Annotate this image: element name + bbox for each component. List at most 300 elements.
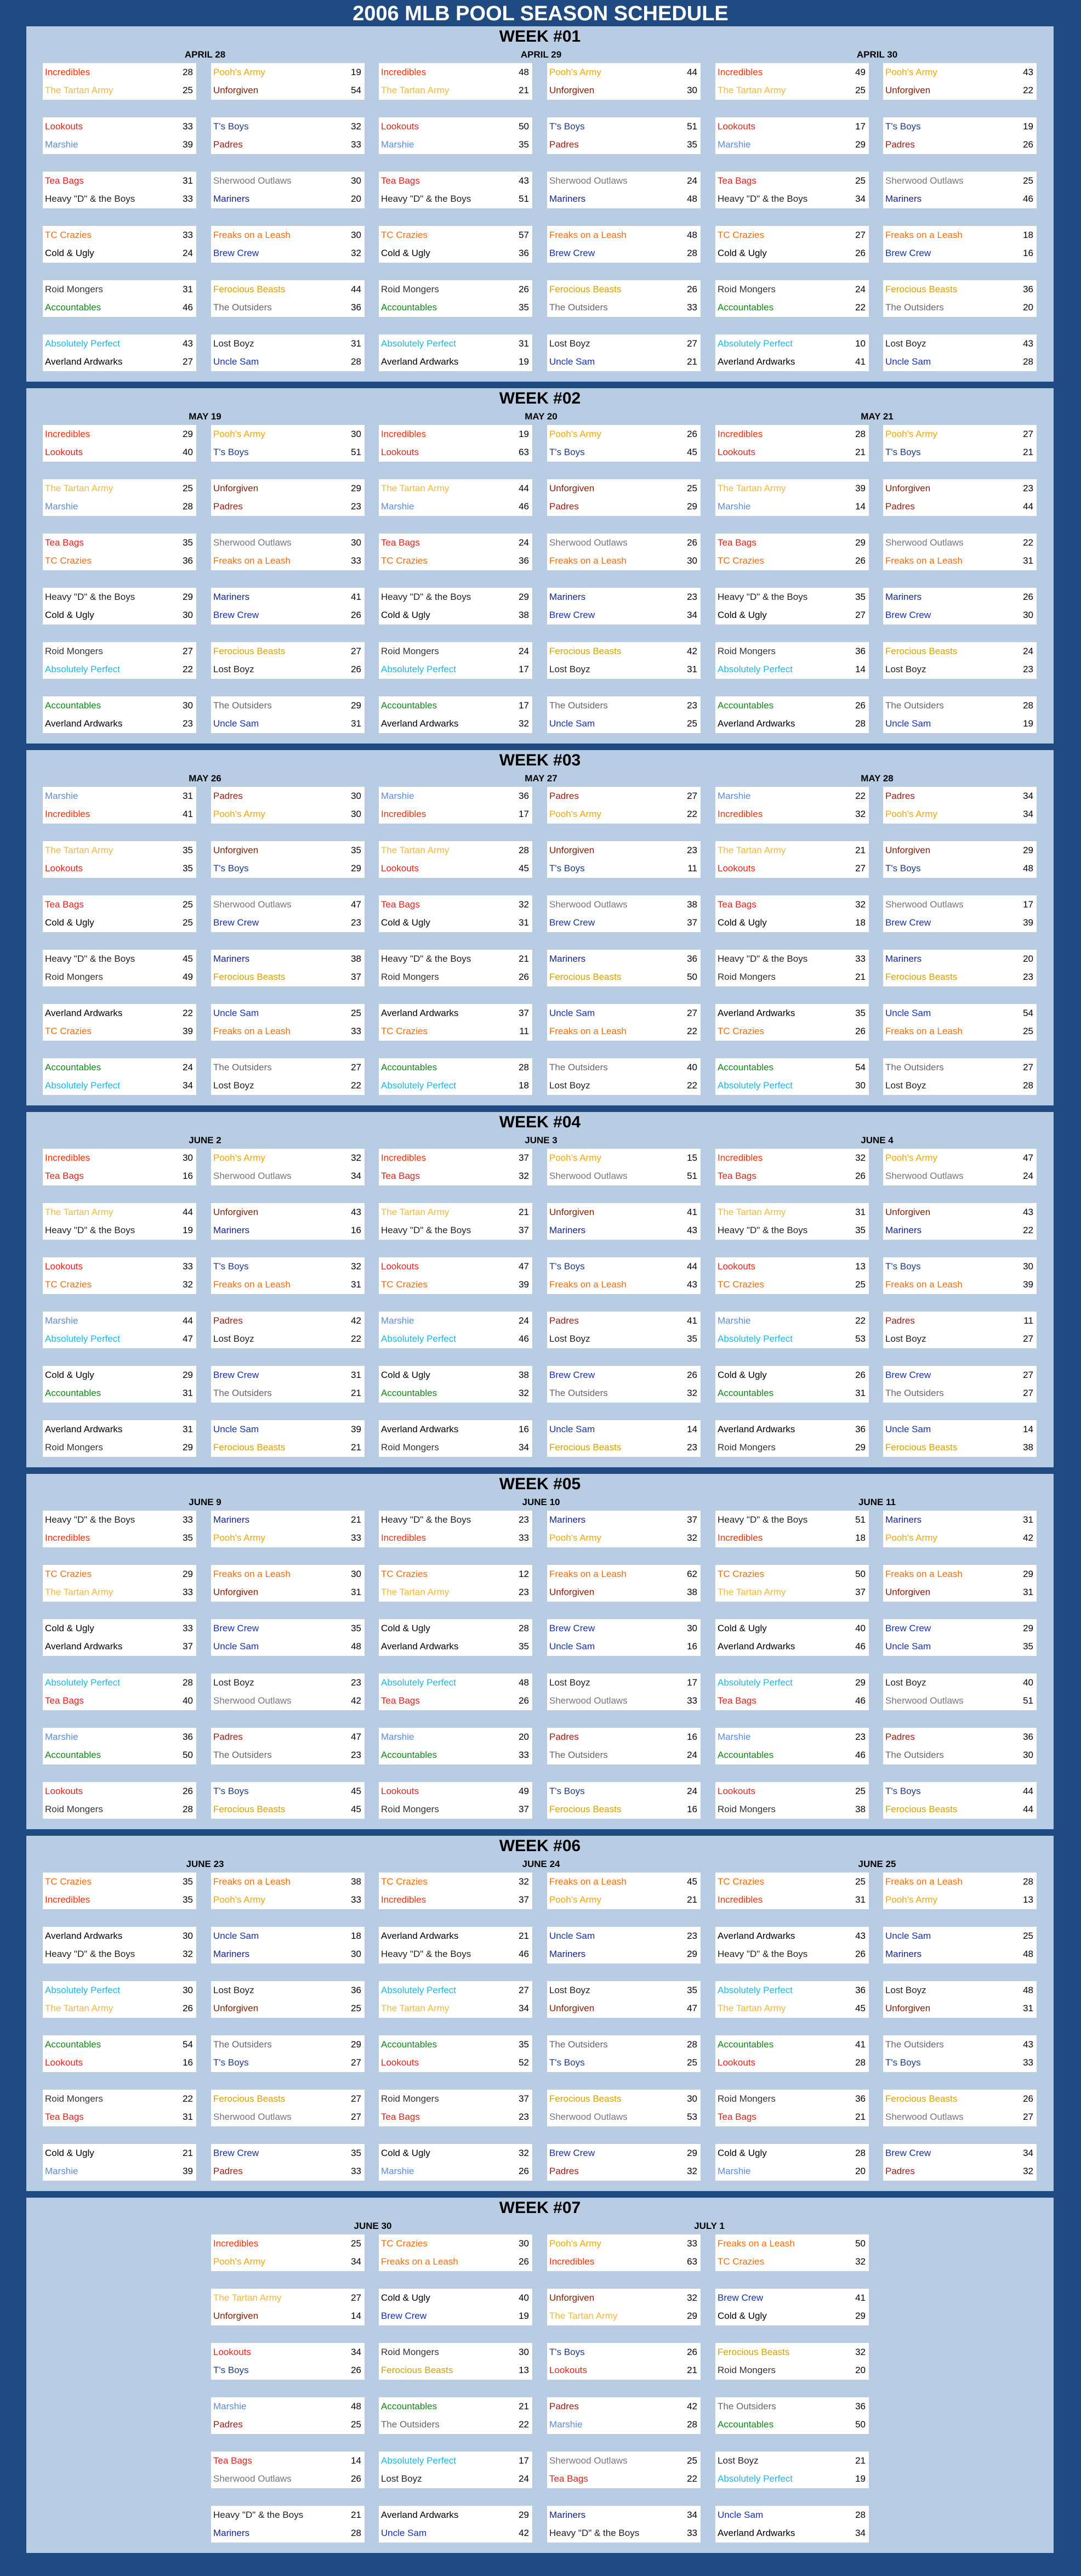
team-name-roid-mongers: Roid Mongers bbox=[718, 2365, 776, 2375]
team-score: 29 bbox=[183, 592, 193, 602]
team-score: 26 bbox=[855, 555, 866, 566]
matchup-card bbox=[715, 280, 869, 317]
team-name-t-s-boys: T's Boys bbox=[549, 2057, 585, 2068]
team-name-mariners: Mariners bbox=[885, 1225, 922, 1235]
team-score: 21 bbox=[855, 972, 866, 982]
team-row bbox=[883, 1927, 1037, 1945]
week-panel bbox=[26, 750, 1054, 1105]
team-score: 23 bbox=[855, 1732, 866, 1742]
team-score: 20 bbox=[1023, 302, 1033, 313]
matchup-card bbox=[715, 2506, 869, 2543]
matchup-card bbox=[379, 950, 532, 986]
team-name-the-tartan-army: The Tartan Army bbox=[381, 483, 450, 493]
team-name-accountables: Accountables bbox=[381, 2401, 437, 2412]
matchup-card bbox=[43, 696, 196, 733]
team-row bbox=[43, 281, 196, 298]
team-row bbox=[379, 425, 532, 443]
team-name-pooh-s-army: Pooh's Army bbox=[549, 1894, 601, 1905]
team-score: 22 bbox=[855, 791, 866, 801]
team-score: 46 bbox=[183, 302, 193, 313]
team-row bbox=[379, 860, 532, 877]
team-row bbox=[43, 1584, 196, 1601]
team-score: 26 bbox=[687, 537, 697, 548]
team-score: 30 bbox=[183, 1153, 193, 1163]
team-name-pooh-s-army: Pooh's Army bbox=[885, 1533, 937, 1543]
team-row bbox=[883, 2054, 1037, 2072]
team-score: 43 bbox=[1023, 338, 1033, 349]
team-name-tc-crazies: TC Crazies bbox=[381, 1026, 428, 1036]
matchup-card bbox=[547, 117, 701, 154]
matchup-card bbox=[43, 1004, 196, 1041]
team-score: 40 bbox=[855, 1623, 866, 1633]
team-score: 21 bbox=[351, 2510, 361, 2520]
matchup-card bbox=[211, 696, 365, 733]
team-row bbox=[379, 1565, 532, 1583]
team-row bbox=[211, 480, 365, 497]
matchup-card bbox=[547, 2506, 701, 2543]
team-score: 26 bbox=[519, 284, 529, 294]
team-score: 31 bbox=[1023, 1514, 1033, 1525]
team-score: 30 bbox=[351, 1949, 361, 1959]
team-score: 43 bbox=[855, 1931, 866, 1941]
team-row bbox=[379, 661, 532, 678]
matchup-card bbox=[715, 1981, 869, 2018]
team-row bbox=[883, 1783, 1037, 1800]
team-row bbox=[43, 1167, 196, 1185]
team-score: 24 bbox=[519, 2473, 529, 2484]
team-name-roid-mongers: Roid Mongers bbox=[718, 284, 776, 294]
team-score: 25 bbox=[183, 899, 193, 910]
team-name-lost-boyz: Lost Boyz bbox=[885, 1080, 926, 1091]
team-score: 50 bbox=[855, 2238, 866, 2249]
team-name-uncle-sam: Uncle Sam bbox=[718, 2510, 764, 2520]
matchup-card bbox=[211, 2506, 365, 2543]
team-name-t-s-boys: T's Boys bbox=[549, 447, 585, 457]
matchup-card bbox=[883, 1619, 1037, 1656]
team-row bbox=[715, 552, 869, 570]
team-row bbox=[883, 444, 1037, 461]
team-row bbox=[43, 2108, 196, 2126]
team-name-incredibles: Incredibles bbox=[381, 429, 426, 439]
team-score: 26 bbox=[855, 1949, 866, 1959]
team-score: 37 bbox=[519, 1894, 529, 1905]
team-row bbox=[211, 2253, 365, 2271]
team-row bbox=[379, 1529, 532, 1547]
team-row bbox=[715, 1077, 869, 1094]
team-name-heavy-d-the-boys: Heavy "D" & the Boys bbox=[381, 1225, 471, 1235]
team-score: 33 bbox=[183, 1261, 193, 1272]
team-score: 32 bbox=[855, 1153, 866, 1163]
team-score: 49 bbox=[855, 67, 866, 77]
team-name-mariners: Mariners bbox=[213, 1514, 250, 1525]
team-name-the-tartan-army: The Tartan Army bbox=[549, 2311, 618, 2321]
team-score: 17 bbox=[519, 809, 529, 819]
team-row bbox=[43, 353, 196, 371]
team-name-lookouts: Lookouts bbox=[381, 863, 419, 873]
team-score: 48 bbox=[687, 194, 697, 204]
date-label: JUNE 11 bbox=[858, 1497, 896, 1507]
team-name-heavy-d-the-boys: Heavy "D" & the Boys bbox=[381, 1949, 471, 1959]
team-row bbox=[379, 1005, 532, 1022]
team-score: 25 bbox=[855, 85, 866, 95]
team-score: 32 bbox=[351, 121, 361, 132]
team-row bbox=[43, 1927, 196, 1945]
team-name-brew-crew: Brew Crew bbox=[885, 610, 931, 620]
matchup-card bbox=[547, 1673, 701, 1710]
matchup-card bbox=[715, 696, 869, 733]
team-name-pooh-s-army: Pooh's Army bbox=[549, 67, 601, 77]
team-name-heavy-d-the-boys: Heavy "D" & the Boys bbox=[718, 592, 808, 602]
team-row bbox=[43, 498, 196, 515]
team-name-averland-ardwarks: Averland Ardwarks bbox=[718, 1424, 795, 1434]
matchup-card bbox=[547, 642, 701, 679]
team-score: 16 bbox=[519, 1424, 529, 1434]
team-row bbox=[211, 1584, 365, 1601]
team-score: 25 bbox=[1023, 1026, 1033, 1036]
team-score: 48 bbox=[351, 2401, 361, 2412]
team-score: 29 bbox=[855, 1677, 866, 1688]
matchup-card bbox=[43, 2035, 196, 2072]
team-name-marshie: Marshie bbox=[718, 1315, 751, 1326]
team-name-tc-crazies: TC Crazies bbox=[381, 2238, 428, 2249]
team-score: 35 bbox=[519, 139, 529, 150]
team-name-uncle-sam: Uncle Sam bbox=[213, 718, 259, 729]
team-score: 45 bbox=[351, 1786, 361, 1796]
team-score: 23 bbox=[1023, 664, 1033, 674]
team-score: 33 bbox=[687, 1695, 697, 1706]
team-score: 40 bbox=[183, 1695, 193, 1706]
team-name-pooh-s-army: Pooh's Army bbox=[549, 1153, 601, 1163]
matchup-card bbox=[379, 1782, 532, 1819]
team-score: 42 bbox=[351, 1315, 361, 1326]
team-row bbox=[883, 697, 1037, 714]
matchup-card bbox=[715, 63, 869, 100]
matchup-card bbox=[715, 2343, 869, 2380]
team-score: 26 bbox=[855, 1370, 866, 1380]
team-name-tea-bags: Tea Bags bbox=[718, 899, 756, 910]
team-name-absolutely-perfect: Absolutely Perfect bbox=[45, 338, 121, 349]
team-row bbox=[547, 425, 701, 443]
matchup-card bbox=[211, 280, 365, 317]
week-panel bbox=[26, 26, 1054, 382]
team-name-pooh-s-army: Pooh's Army bbox=[549, 809, 601, 819]
date-label: APRIL 29 bbox=[520, 49, 562, 60]
team-row bbox=[883, 1077, 1037, 1094]
team-score: 10 bbox=[855, 338, 866, 349]
matchup-card bbox=[883, 1873, 1037, 1909]
team-name-heavy-d-the-boys: Heavy "D" & the Boys bbox=[45, 592, 135, 602]
team-name-ferocious-beasts: Ferocious Beasts bbox=[549, 646, 622, 656]
team-name-heavy-d-the-boys: Heavy "D" & the Boys bbox=[718, 954, 808, 964]
team-name-lost-boyz: Lost Boyz bbox=[885, 664, 926, 674]
team-score: 38 bbox=[351, 954, 361, 964]
team-name-padres: Padres bbox=[549, 1315, 579, 1326]
team-name-padres: Padres bbox=[549, 791, 579, 801]
team-name-lookouts: Lookouts bbox=[45, 1261, 83, 1272]
team-name-uncle-sam: Uncle Sam bbox=[213, 356, 259, 367]
matchup-card bbox=[43, 1673, 196, 1710]
team-name-lookouts: Lookouts bbox=[381, 447, 419, 457]
team-score: 47 bbox=[1023, 1153, 1033, 1163]
matchup-card bbox=[379, 1981, 532, 2018]
matchup-card bbox=[715, 425, 869, 462]
team-score: 18 bbox=[855, 917, 866, 928]
team-score: 17 bbox=[855, 121, 866, 132]
team-score: 32 bbox=[855, 899, 866, 910]
matchup-card bbox=[547, 2035, 701, 2072]
team-score: 39 bbox=[855, 483, 866, 493]
team-row bbox=[715, 2253, 869, 2271]
team-row bbox=[715, 1330, 869, 1348]
team-row bbox=[547, 1385, 701, 1402]
team-row bbox=[43, 136, 196, 154]
team-score: 40 bbox=[519, 2293, 529, 2303]
team-row bbox=[883, 1891, 1037, 1909]
team-name-absolutely-perfect: Absolutely Perfect bbox=[381, 664, 457, 674]
matchup-card bbox=[379, 1004, 532, 1041]
team-row bbox=[883, 1982, 1037, 1999]
matchup-card bbox=[379, 2035, 532, 2072]
date-label: APRIL 30 bbox=[856, 49, 898, 60]
team-row bbox=[883, 1421, 1037, 1438]
matchup-card bbox=[379, 2289, 532, 2325]
team-name-freaks-on-a-leash: Freaks on a Leash bbox=[213, 230, 291, 240]
team-row bbox=[211, 1873, 365, 1891]
team-score: 25 bbox=[1023, 175, 1033, 186]
team-score: 13 bbox=[855, 1261, 866, 1272]
team-name-marshie: Marshie bbox=[549, 2419, 583, 2430]
team-name-uncle-sam: Uncle Sam bbox=[213, 1641, 259, 1652]
matchup-card bbox=[43, 2090, 196, 2126]
matchup-card bbox=[379, 280, 532, 317]
team-name-ferocious-beasts: Ferocious Beasts bbox=[885, 284, 958, 294]
team-row bbox=[547, 2416, 701, 2433]
team-name-the-outsiders: The Outsiders bbox=[213, 700, 272, 711]
team-row bbox=[43, 552, 196, 570]
team-row bbox=[715, 2163, 869, 2180]
team-row bbox=[211, 118, 365, 135]
team-name-marshie: Marshie bbox=[381, 501, 414, 512]
team-name-padres: Padres bbox=[213, 2419, 243, 2430]
matchup-card bbox=[379, 2397, 532, 2434]
matchup-card bbox=[211, 1927, 365, 1964]
team-score: 36 bbox=[519, 555, 529, 566]
team-score: 34 bbox=[351, 1171, 361, 1181]
team-name-sherwood-outlaws: Sherwood Outlaws bbox=[885, 175, 964, 186]
team-name-pooh-s-army: Pooh's Army bbox=[549, 429, 601, 439]
team-name-absolutely-perfect: Absolutely Perfect bbox=[45, 1334, 121, 1344]
team-name-sherwood-outlaws: Sherwood Outlaws bbox=[549, 2112, 628, 2122]
team-row bbox=[547, 1927, 701, 1945]
team-name-mariners: Mariners bbox=[213, 194, 250, 204]
team-name-marshie: Marshie bbox=[45, 1315, 78, 1326]
team-name-absolutely-perfect: Absolutely Perfect bbox=[381, 338, 457, 349]
team-score: 32 bbox=[519, 2148, 529, 2158]
team-row bbox=[715, 480, 869, 497]
team-row bbox=[379, 1439, 532, 1456]
team-row bbox=[883, 1511, 1037, 1529]
team-row bbox=[211, 1258, 365, 1275]
team-score: 24 bbox=[183, 248, 193, 258]
team-score: 22 bbox=[183, 2093, 193, 2104]
matchup-card bbox=[211, 226, 365, 263]
team-score: 23 bbox=[687, 845, 697, 855]
team-name-ferocious-beasts: Ferocious Beasts bbox=[549, 1804, 622, 1814]
team-score: 45 bbox=[855, 2003, 866, 2013]
team-row bbox=[715, 1584, 869, 1601]
team-score: 32 bbox=[855, 2347, 866, 2357]
team-name-unforgiven: Unforgiven bbox=[549, 1207, 595, 1217]
team-row bbox=[43, 1077, 196, 1094]
team-name-t-s-boys: T's Boys bbox=[885, 2057, 921, 2068]
team-score: 20 bbox=[1023, 954, 1033, 964]
matchup-card bbox=[211, 950, 365, 986]
matchup-card bbox=[883, 1511, 1037, 1547]
team-name-marshie: Marshie bbox=[381, 1315, 414, 1326]
team-name-ferocious-beasts: Ferocious Beasts bbox=[885, 2093, 958, 2104]
team-row bbox=[547, 480, 701, 497]
date-label: MAY 27 bbox=[525, 773, 557, 784]
team-row bbox=[43, 1258, 196, 1275]
team-row bbox=[883, 226, 1037, 244]
team-row bbox=[379, 1077, 532, 1094]
week-panel bbox=[26, 1112, 1054, 1467]
team-row bbox=[547, 1222, 701, 1239]
team-score: 49 bbox=[519, 1786, 529, 1796]
team-name-unforgiven: Unforgiven bbox=[549, 483, 595, 493]
matchup-card bbox=[379, 1511, 532, 1547]
team-row bbox=[379, 2036, 532, 2053]
team-score: 22 bbox=[351, 1080, 361, 1091]
team-row bbox=[883, 2000, 1037, 2017]
team-row bbox=[211, 172, 365, 190]
matchup-card bbox=[211, 1149, 365, 1185]
team-name-cold-ugly: Cold & Ugly bbox=[381, 248, 430, 258]
team-score: 35 bbox=[183, 1533, 193, 1543]
team-score: 39 bbox=[519, 1279, 529, 1290]
team-score: 47 bbox=[519, 1261, 529, 1272]
team-row bbox=[379, 1728, 532, 1746]
team-name-lookouts: Lookouts bbox=[381, 1261, 419, 1272]
team-name-mariners: Mariners bbox=[885, 1949, 922, 1959]
team-row bbox=[715, 1529, 869, 1547]
team-score: 32 bbox=[519, 1171, 529, 1181]
team-score: 46 bbox=[519, 1334, 529, 1344]
team-name-incredibles: Incredibles bbox=[549, 2256, 595, 2267]
team-score: 19 bbox=[351, 67, 361, 77]
team-name-t-s-boys: T's Boys bbox=[549, 121, 585, 132]
team-name-unforgiven: Unforgiven bbox=[213, 1587, 259, 1597]
team-score: 21 bbox=[687, 356, 697, 367]
team-name-freaks-on-a-leash: Freaks on a Leash bbox=[213, 1876, 291, 1887]
team-name-heavy-d-the-boys: Heavy "D" & the Boys bbox=[45, 1949, 135, 1959]
team-row bbox=[211, 1746, 365, 1764]
team-name-tea-bags: Tea Bags bbox=[718, 2112, 756, 2122]
team-row bbox=[211, 2506, 365, 2524]
team-name-heavy-d-the-boys: Heavy "D" & the Boys bbox=[45, 194, 135, 204]
team-row bbox=[547, 1692, 701, 1710]
team-name-uncle-sam: Uncle Sam bbox=[213, 1931, 259, 1941]
team-score: 35 bbox=[687, 1985, 697, 1995]
team-row bbox=[547, 64, 701, 81]
team-score: 37 bbox=[519, 1153, 529, 1163]
matchup-card bbox=[715, 534, 869, 570]
date-label: MAY 28 bbox=[861, 773, 894, 784]
matchup-card bbox=[547, 1565, 701, 1602]
team-score: 50 bbox=[183, 1750, 193, 1760]
team-score: 41 bbox=[855, 356, 866, 367]
team-row bbox=[715, 2362, 869, 2379]
team-row bbox=[883, 896, 1037, 913]
team-score: 22 bbox=[351, 1334, 361, 1344]
team-name-tc-crazies: TC Crazies bbox=[718, 555, 765, 566]
team-name-lookouts: Lookouts bbox=[718, 863, 755, 873]
team-name-brew-crew: Brew Crew bbox=[213, 248, 259, 258]
matchup-card bbox=[43, 588, 196, 625]
team-name-lost-boyz: Lost Boyz bbox=[213, 338, 254, 349]
matchup-card bbox=[547, 172, 701, 208]
team-row bbox=[715, 1945, 869, 1963]
team-row bbox=[211, 1385, 365, 1402]
team-row bbox=[211, 787, 365, 805]
team-row bbox=[547, 2470, 701, 2488]
team-score: 45 bbox=[351, 1804, 361, 1814]
team-score: 32 bbox=[183, 1949, 193, 1959]
team-score: 37 bbox=[519, 1008, 529, 1018]
team-row bbox=[883, 1584, 1037, 1601]
team-score: 28 bbox=[519, 845, 529, 855]
team-name-brew-crew: Brew Crew bbox=[885, 248, 931, 258]
team-row bbox=[379, 534, 532, 552]
team-row bbox=[715, 2090, 869, 2108]
team-name-cold-ugly: Cold & Ugly bbox=[718, 2311, 767, 2321]
team-row bbox=[883, 914, 1037, 932]
team-score: 21 bbox=[519, 1207, 529, 1217]
team-row bbox=[379, 1149, 532, 1167]
team-row bbox=[211, 552, 365, 570]
team-score: 34 bbox=[1023, 2148, 1033, 2158]
team-row bbox=[211, 1945, 365, 1963]
matchup-card bbox=[211, 425, 365, 462]
team-row bbox=[379, 805, 532, 823]
team-name-tea-bags: Tea Bags bbox=[381, 537, 420, 548]
team-row bbox=[715, 588, 869, 606]
team-row bbox=[43, 299, 196, 316]
team-score: 24 bbox=[1023, 646, 1033, 656]
team-row bbox=[715, 1421, 869, 1438]
team-name-averland-ardwarks: Averland Ardwarks bbox=[381, 356, 459, 367]
team-score: 33 bbox=[687, 2528, 697, 2538]
team-row bbox=[547, 82, 701, 99]
team-score: 31 bbox=[183, 1424, 193, 1434]
team-name-unforgiven: Unforgiven bbox=[549, 2003, 595, 2013]
team-score: 11 bbox=[1023, 1315, 1033, 1326]
team-row bbox=[883, 1258, 1037, 1275]
team-row bbox=[547, 2235, 701, 2252]
team-row bbox=[883, 118, 1037, 135]
team-name-lookouts: Lookouts bbox=[45, 1786, 83, 1796]
team-score: 24 bbox=[1023, 1171, 1033, 1181]
team-name-lookouts: Lookouts bbox=[381, 121, 419, 132]
team-score: 29 bbox=[519, 592, 529, 602]
team-row bbox=[379, 2470, 532, 2488]
matchup-card bbox=[211, 787, 365, 824]
team-name-tc-crazies: TC Crazies bbox=[45, 1026, 92, 1036]
team-row bbox=[43, 1421, 196, 1438]
team-score: 31 bbox=[1023, 555, 1033, 566]
team-row bbox=[379, 588, 532, 606]
team-name-averland-ardwarks: Averland Ardwarks bbox=[718, 1931, 795, 1941]
